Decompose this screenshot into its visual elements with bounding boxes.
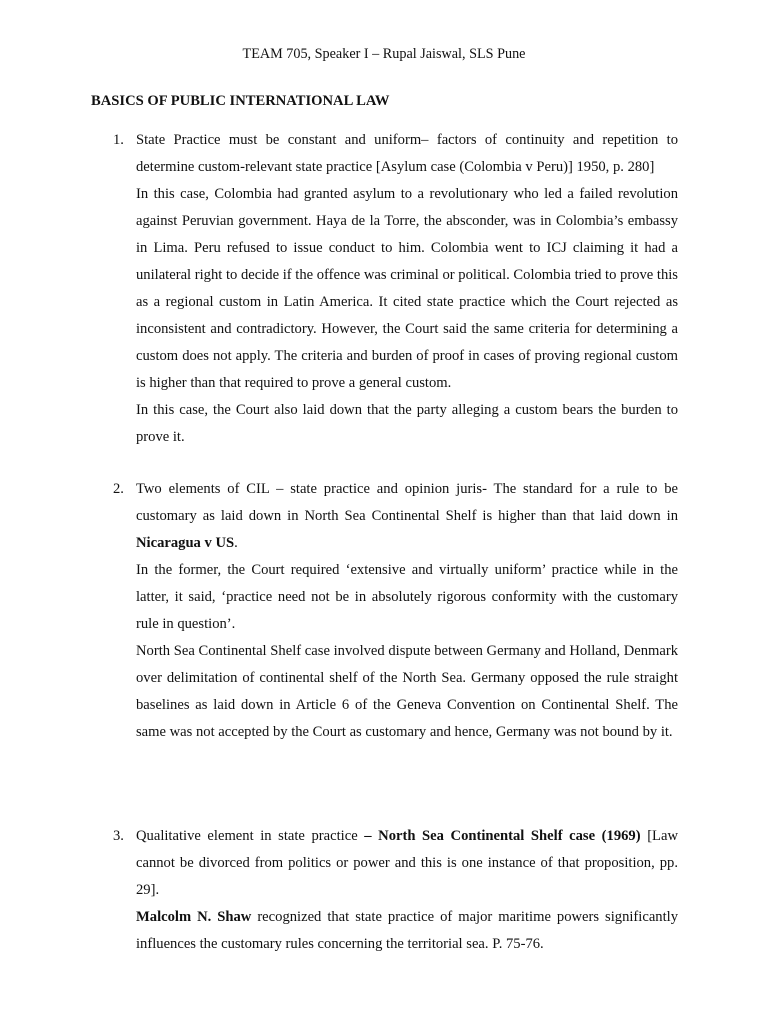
text-run: Two elements of CIL – state practice and opinion juris- The standard for a rule to be customary as laid down in North Sea Continental Shelf is higher than that laid down in [136,481,678,524]
text-run: [Law cannot be divorced from politics or power and this is one instance of that proposition, pp. 29]. [136,828,678,898]
item-paragraph [136,823,678,904]
item-number: 1. [113,132,124,148]
item-paragraph: State Practice must be constant and uniform– factors of continuity and repetition to determine custom-relevant state practice [Asylum case (Colombia v Peru)] 1950, p. 280] [136,132,678,175]
item-number: 2. [113,481,124,497]
list-item [113,127,678,451]
item-paragraph [136,476,678,557]
text-run: recognized that state practice of major maritime powers significantly influences the customary rules concerning the territorial sea. P. 75-76. [136,909,678,952]
author-name-bold: Malcolm N. Shaw [136,909,252,925]
text-run: Qualitative element in state practice [136,828,365,844]
list-item [113,823,678,958]
page-header: TEAM 705, Speaker I – Rupal Jaiswal, SLS Pune [242,46,526,62]
case-name-bold: Nicaragua v US [136,535,235,551]
item-paragraph: In this case, the Court also laid down that the party alleging a custom bears the burden to prove it. [136,402,678,445]
item-number: 3. [113,828,124,844]
text-run: . [234,535,238,551]
case-name-bold: – North Sea Continental Shelf case (1969) [364,828,641,844]
list-item [113,476,678,746]
item-paragraph: In this case, Colombia had granted asylum to a revolutionary who led a failed revolution against Peruvian government. Haya de la Torre, the absconder, was in Colombia’s embassy in Lima. Peru refused to issue conduct to him. Colombia went to ICJ claiming it had a unilateral right to decide if the offence was criminal or political. Colombia tried to prove this as a regional custom in Latin America. It cited state practice which the Court rejected as inconsistent and contradictory. However, the Court said the same criteria for determining a custom does not apply. The criteria and burden of proof in cases of proving regional custom is higher than that required to prove a general custom. [136,186,678,391]
document-title: BASICS OF PUBLIC INTERNATIONAL LAW [91,93,390,109]
item-paragraph: In the former, the Court required ‘extensive and virtually uniform’ practice while in the latter, it said, ‘practice need not be in absolutely rigorous conformity with the customary rule in question’. [136,562,678,632]
item-paragraph: North Sea Continental Shelf case involved dispute between Germany and Holland, Denmark over delimitation of continental shelf of the North Sea. Germany opposed the rule straight baselines as laid down in Article 6 of the Geneva Convention on Continental Shelf. The same was not accepted by the Court as customary and hence, Germany was not bound by it. [136,643,678,740]
item-paragraph [136,904,678,958]
